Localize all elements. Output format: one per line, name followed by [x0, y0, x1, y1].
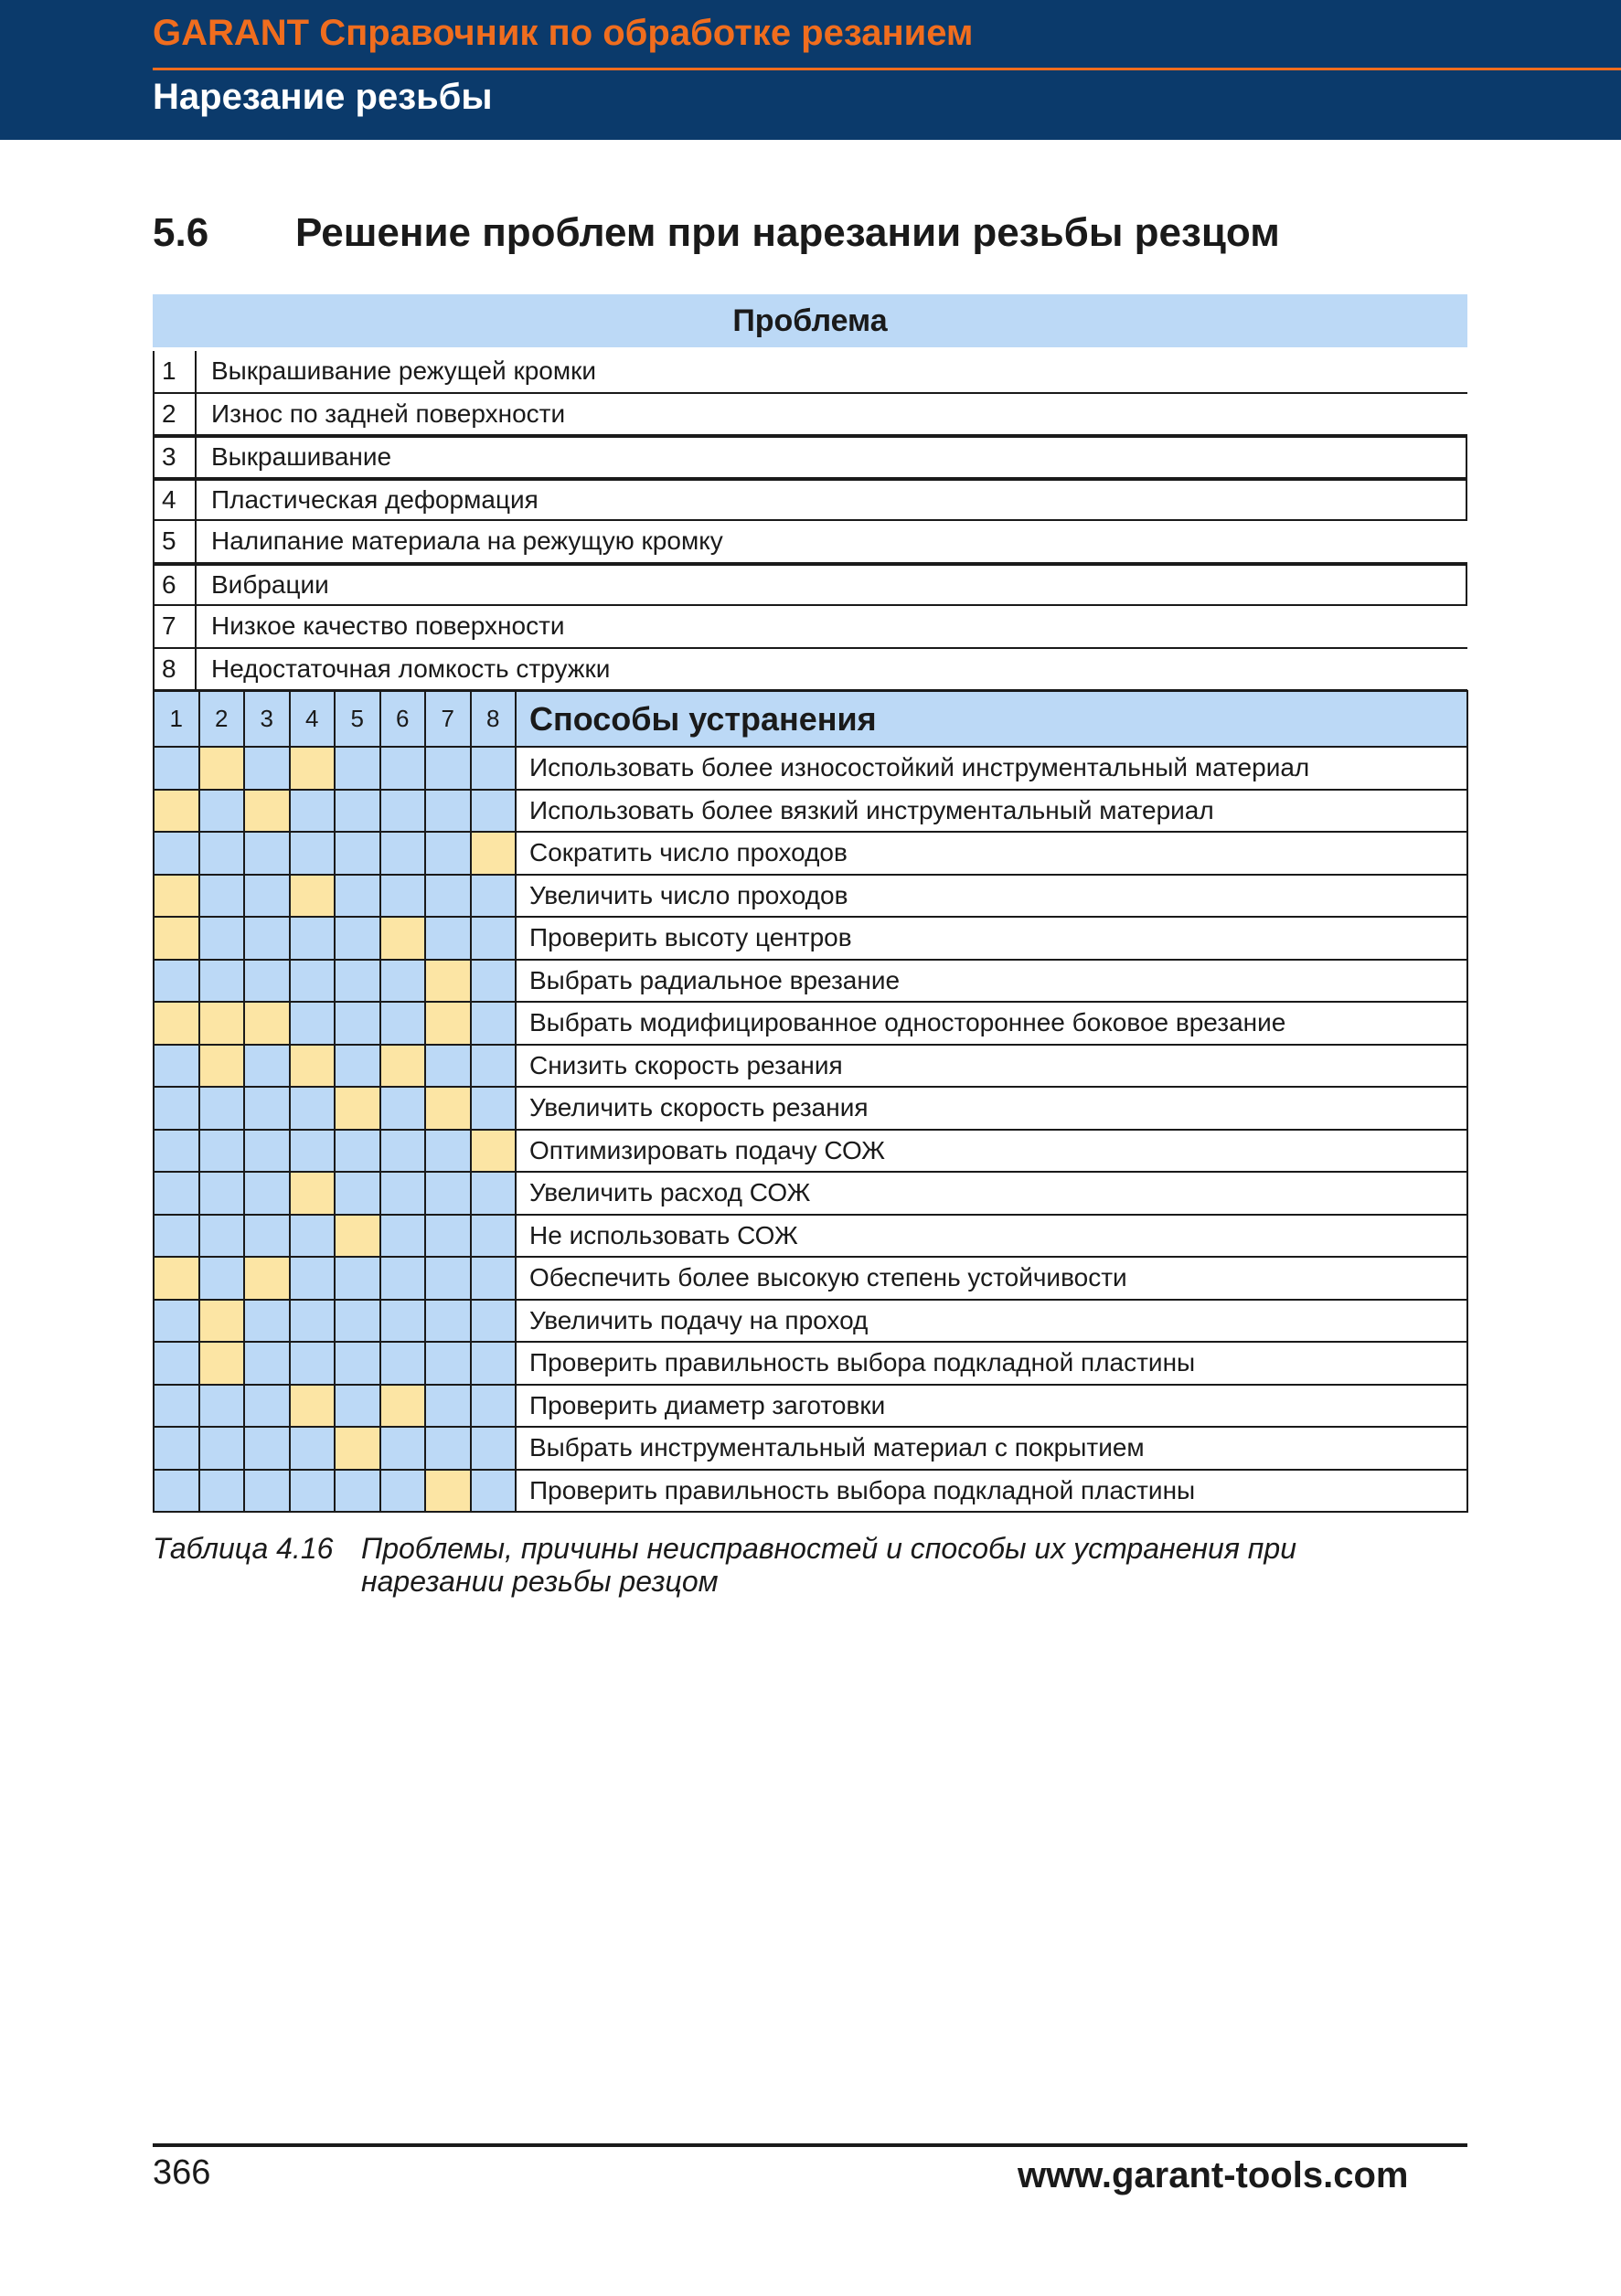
- empty-cell: [199, 1385, 245, 1428]
- empty-cell: [425, 790, 471, 833]
- empty-cell: [290, 790, 336, 833]
- empty-cell: [335, 917, 380, 960]
- empty-cell: [425, 875, 471, 918]
- marked-cell: [154, 1257, 199, 1300]
- empty-cell: [425, 1300, 471, 1343]
- empty-cell: [335, 1300, 380, 1343]
- marked-cell: [290, 1385, 336, 1428]
- empty-cell: [425, 1257, 471, 1300]
- marked-cell: [154, 917, 199, 960]
- empty-cell: [290, 1002, 336, 1045]
- problem-text: Недостаточная ломкость стружки: [211, 654, 611, 683]
- empty-cell: [471, 1385, 517, 1428]
- empty-cell: [380, 1130, 426, 1173]
- empty-cell: [471, 1470, 517, 1513]
- solution-text: Проверить высоту центров: [516, 917, 1467, 960]
- solutions-heading: Способы устранения: [516, 691, 1467, 747]
- solution-row: [154, 1342, 1467, 1385]
- empty-cell: [199, 1215, 245, 1258]
- problem-row: [153, 649, 1467, 692]
- problem-row: [153, 479, 1467, 522]
- marked-cell: [199, 747, 245, 790]
- empty-cell: [199, 1427, 245, 1470]
- empty-cell: [471, 1045, 517, 1088]
- empty-cell: [335, 1002, 380, 1045]
- problem-number: 5: [153, 521, 197, 562]
- empty-cell: [244, 875, 290, 918]
- problem-text: Выкрашивание режущей кромки: [211, 356, 597, 386]
- empty-cell: [199, 832, 245, 875]
- marked-cell: [335, 1215, 380, 1258]
- solution-text: Использовать более вязкий инструментальный материал: [516, 790, 1467, 833]
- marked-cell: [199, 1300, 245, 1343]
- solution-text: Не использовать СОЖ: [516, 1215, 1467, 1258]
- solution-row: [154, 1002, 1467, 1045]
- marked-cell: [425, 1002, 471, 1045]
- solution-text: Снизить скорость резания: [516, 1045, 1467, 1088]
- empty-cell: [290, 1427, 336, 1470]
- empty-cell: [199, 1257, 245, 1300]
- marked-cell: [335, 1087, 380, 1130]
- empty-cell: [154, 1300, 199, 1343]
- empty-cell: [244, 747, 290, 790]
- empty-cell: [335, 1130, 380, 1173]
- empty-cell: [335, 960, 380, 1003]
- empty-cell: [335, 747, 380, 790]
- marked-cell: [471, 832, 517, 875]
- problem-text: Пластическая деформация: [211, 484, 539, 514]
- empty-cell: [154, 1470, 199, 1513]
- marked-cell: [199, 1002, 245, 1045]
- solution-text: Выбрать модифицированное одностороннее боковое врезание: [516, 1002, 1467, 1045]
- empty-cell: [244, 832, 290, 875]
- empty-cell: [244, 1130, 290, 1173]
- solution-text: Оптимизировать подачу СОЖ: [516, 1130, 1467, 1173]
- problem-number: 6: [153, 566, 197, 605]
- empty-cell: [380, 832, 426, 875]
- empty-cell: [199, 790, 245, 833]
- problem-column-header: 2: [199, 691, 245, 747]
- solution-row: [154, 917, 1467, 960]
- empty-cell: [335, 1470, 380, 1513]
- empty-cell: [471, 1427, 517, 1470]
- page-header: [0, 0, 1621, 140]
- empty-cell: [380, 1087, 426, 1130]
- empty-cell: [290, 1470, 336, 1513]
- solution-text: Проверить правильность выбора подкладной пластины: [516, 1470, 1467, 1513]
- empty-cell: [199, 875, 245, 918]
- empty-cell: [244, 1470, 290, 1513]
- empty-cell: [199, 960, 245, 1003]
- marked-cell: [290, 1172, 336, 1215]
- empty-cell: [425, 747, 471, 790]
- marked-cell: [335, 1427, 380, 1470]
- caption-text: Проблемы, причины неисправностей и способы их устранения при нарезании резьбы резцом: [361, 1532, 1296, 1598]
- empty-cell: [425, 1427, 471, 1470]
- solution-row: [154, 1300, 1467, 1343]
- empty-cell: [471, 1087, 517, 1130]
- empty-cell: [425, 917, 471, 960]
- empty-cell: [425, 832, 471, 875]
- problem-row: [153, 521, 1467, 564]
- empty-cell: [425, 1045, 471, 1088]
- empty-cell: [471, 790, 517, 833]
- solution-text: Использовать более износостойкий инструментальный материал: [516, 747, 1467, 790]
- empty-cell: [154, 960, 199, 1003]
- empty-cell: [154, 1215, 199, 1258]
- problem-column-header: 3: [244, 691, 290, 747]
- problem-text: Износ по задней поверхности: [211, 399, 566, 428]
- solution-text: Выбрать радиальное врезание: [516, 960, 1467, 1003]
- solution-row: [154, 790, 1467, 833]
- empty-cell: [380, 1257, 426, 1300]
- marked-cell: [425, 1087, 471, 1130]
- marked-cell: [290, 875, 336, 918]
- empty-cell: [335, 1045, 380, 1088]
- empty-cell: [154, 1130, 199, 1173]
- empty-cell: [380, 1172, 426, 1215]
- empty-cell: [380, 790, 426, 833]
- marked-cell: [244, 1002, 290, 1045]
- header-divider: [153, 68, 1621, 70]
- solution-row: [154, 1257, 1467, 1300]
- empty-cell: [380, 1300, 426, 1343]
- empty-cell: [425, 1385, 471, 1428]
- empty-cell: [244, 1215, 290, 1258]
- section-number: 5.6: [153, 210, 209, 255]
- empty-cell: [199, 917, 245, 960]
- empty-cell: [154, 1427, 199, 1470]
- empty-cell: [380, 1470, 426, 1513]
- marked-cell: [154, 790, 199, 833]
- empty-cell: [290, 917, 336, 960]
- marked-cell: [425, 960, 471, 1003]
- marked-cell: [425, 1470, 471, 1513]
- problem-number: 4: [153, 481, 197, 520]
- solutions-table: [153, 690, 1468, 1513]
- section-title: Решение проблем при нарезании резьбы резцом: [295, 210, 1280, 255]
- solution-row: [154, 1045, 1467, 1088]
- solution-text: Увеличить число проходов: [516, 875, 1467, 918]
- solution-text: Увеличить скорость резания: [516, 1087, 1467, 1130]
- empty-cell: [244, 960, 290, 1003]
- empty-cell: [244, 1087, 290, 1130]
- empty-cell: [244, 917, 290, 960]
- solution-row: [154, 1087, 1467, 1130]
- empty-cell: [425, 1172, 471, 1215]
- empty-cell: [380, 1342, 426, 1385]
- empty-cell: [244, 1385, 290, 1428]
- empty-cell: [199, 1470, 245, 1513]
- empty-cell: [290, 1342, 336, 1385]
- empty-cell: [471, 917, 517, 960]
- empty-cell: [335, 1385, 380, 1428]
- empty-cell: [199, 1172, 245, 1215]
- empty-cell: [471, 1342, 517, 1385]
- problem-text: Выкрашивание: [211, 442, 392, 472]
- empty-cell: [335, 790, 380, 833]
- empty-cell: [290, 960, 336, 1003]
- solution-row: [154, 1215, 1467, 1258]
- empty-cell: [471, 1172, 517, 1215]
- solution-text: Проверить диаметр заготовки: [516, 1385, 1467, 1428]
- problem-column-header: 5: [335, 691, 380, 747]
- problem-number: 7: [153, 606, 197, 647]
- empty-cell: [471, 1257, 517, 1300]
- empty-cell: [290, 1130, 336, 1173]
- solution-row: [154, 1130, 1467, 1173]
- empty-cell: [290, 1257, 336, 1300]
- solution-row: [154, 875, 1467, 918]
- empty-cell: [380, 1002, 426, 1045]
- header-title: GARANT Справочник по обработке резанием: [153, 13, 974, 53]
- header-subtitle: Нарезание резьбы: [153, 77, 493, 117]
- problem-row: [153, 394, 1467, 437]
- empty-cell: [425, 1215, 471, 1258]
- empty-cell: [471, 1002, 517, 1045]
- marked-cell: [290, 747, 336, 790]
- empty-cell: [154, 1342, 199, 1385]
- marked-cell: [471, 1130, 517, 1173]
- empty-cell: [380, 875, 426, 918]
- problem-row: [153, 564, 1467, 607]
- solution-text: Сократить число проходов: [516, 832, 1467, 875]
- empty-cell: [290, 1300, 336, 1343]
- empty-cell: [244, 1342, 290, 1385]
- empty-cell: [335, 1257, 380, 1300]
- problem-column-header: 1: [154, 691, 199, 747]
- problem-list: [153, 351, 1467, 691]
- problem-row: [153, 606, 1467, 649]
- solution-row: [154, 747, 1467, 790]
- solution-text: Выбрать инструментальный материал с покрытием: [516, 1427, 1467, 1470]
- empty-cell: [471, 1300, 517, 1343]
- empty-cell: [154, 1385, 199, 1428]
- marked-cell: [199, 1342, 245, 1385]
- empty-cell: [380, 1215, 426, 1258]
- solution-row: [154, 1172, 1467, 1215]
- empty-cell: [244, 1427, 290, 1470]
- empty-cell: [154, 832, 199, 875]
- problem-number: 2: [153, 394, 197, 435]
- problem-text: Низкое качество поверхности: [211, 611, 565, 641]
- empty-cell: [335, 1172, 380, 1215]
- empty-cell: [425, 1130, 471, 1173]
- problem-row: [153, 351, 1467, 394]
- problem-number: 8: [153, 649, 197, 690]
- marked-cell: [380, 917, 426, 960]
- problem-column-header: 4: [290, 691, 336, 747]
- empty-cell: [199, 1087, 245, 1130]
- empty-cell: [471, 960, 517, 1003]
- empty-cell: [471, 875, 517, 918]
- solution-text: Увеличить подачу на проход: [516, 1300, 1467, 1343]
- marked-cell: [244, 790, 290, 833]
- empty-cell: [380, 1427, 426, 1470]
- empty-cell: [335, 1342, 380, 1385]
- empty-cell: [290, 832, 336, 875]
- empty-cell: [425, 1342, 471, 1385]
- solution-row: [154, 1385, 1467, 1428]
- caption-label: Таблица 4.16: [153, 1532, 334, 1565]
- solution-row: [154, 832, 1467, 875]
- website-link[interactable]: www.garant-tools.com: [1018, 2155, 1409, 2195]
- page-number: 366: [153, 2153, 211, 2192]
- solution-row: [154, 1470, 1467, 1513]
- empty-cell: [244, 1045, 290, 1088]
- empty-cell: [154, 1045, 199, 1088]
- problem-text: Вибрации: [211, 569, 329, 599]
- solution-text: Увеличить расход СОЖ: [516, 1172, 1467, 1215]
- empty-cell: [290, 1215, 336, 1258]
- empty-cell: [335, 875, 380, 918]
- problem-text: Налипание материала на режущую кромку: [211, 526, 723, 556]
- empty-cell: [335, 832, 380, 875]
- empty-cell: [154, 1087, 199, 1130]
- problem-row: [153, 436, 1467, 479]
- marked-cell: [290, 1045, 336, 1088]
- problem-column-header: 7: [425, 691, 471, 747]
- empty-cell: [244, 1172, 290, 1215]
- marked-cell: [244, 1257, 290, 1300]
- solution-text: Обеспечить более высокую степень устойчивости: [516, 1257, 1467, 1300]
- empty-cell: [380, 747, 426, 790]
- marked-cell: [154, 1002, 199, 1045]
- problem-column-header: 8: [471, 691, 517, 747]
- marked-cell: [380, 1385, 426, 1428]
- empty-cell: [471, 747, 517, 790]
- empty-cell: [471, 1215, 517, 1258]
- problem-number: 1: [153, 351, 197, 392]
- solution-text: Проверить правильность выбора подкладной пластины: [516, 1342, 1467, 1385]
- problem-number: 3: [153, 438, 197, 477]
- solutions-header-row: [154, 691, 1467, 747]
- marked-cell: [380, 1045, 426, 1088]
- marked-cell: [199, 1045, 245, 1088]
- empty-cell: [244, 1300, 290, 1343]
- empty-cell: [154, 747, 199, 790]
- empty-cell: [199, 1130, 245, 1173]
- solution-row: [154, 1427, 1467, 1470]
- footer-divider: [153, 2143, 1467, 2147]
- problem-column-header: 6: [380, 691, 426, 747]
- empty-cell: [380, 960, 426, 1003]
- solution-row: [154, 960, 1467, 1003]
- marked-cell: [154, 875, 199, 918]
- empty-cell: [154, 1172, 199, 1215]
- problem-table-heading: Проблема: [153, 294, 1467, 347]
- empty-cell: [290, 1087, 336, 1130]
